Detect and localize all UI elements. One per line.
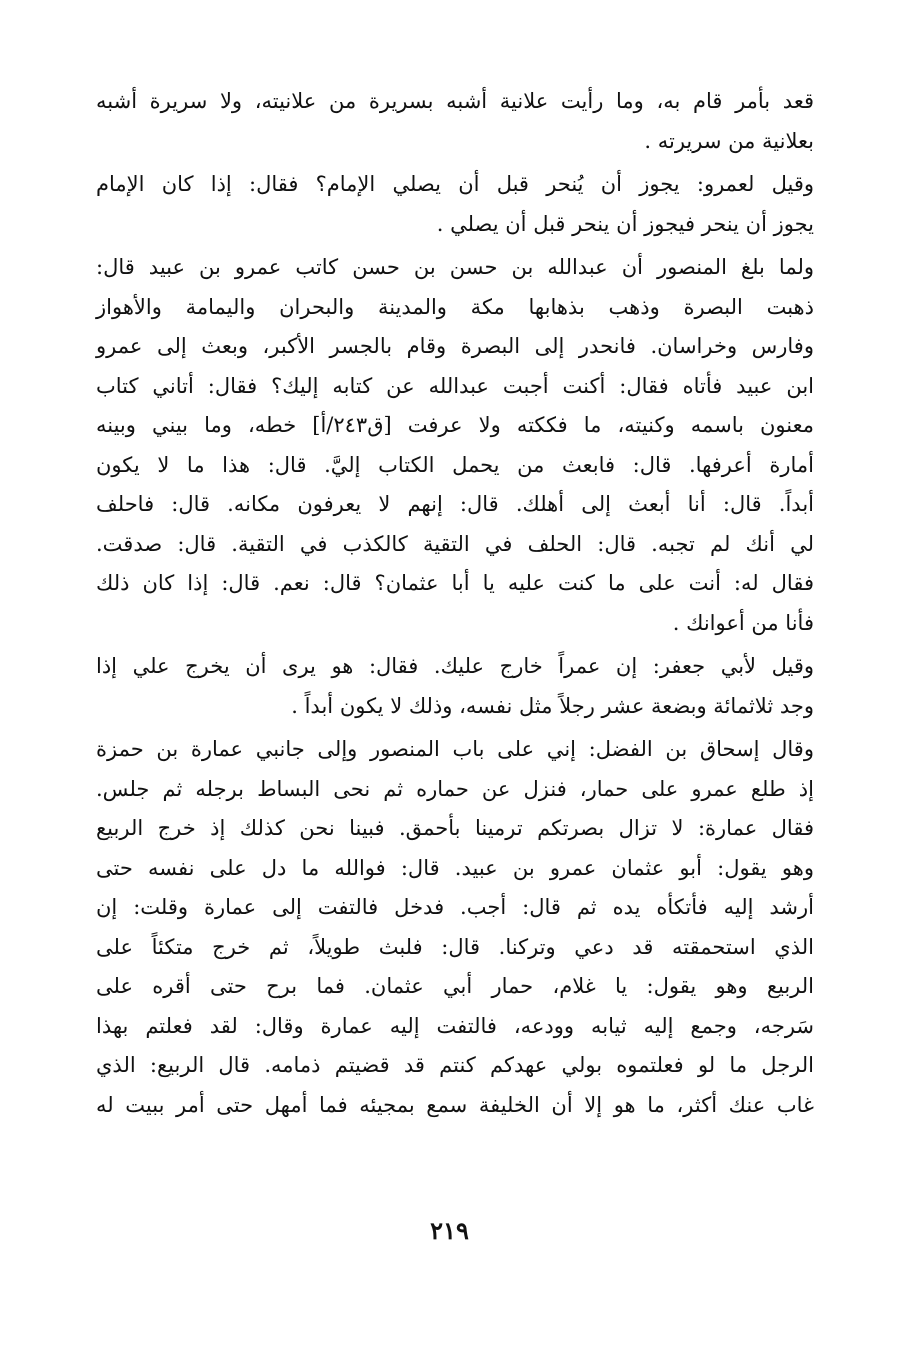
- text-line: غاب عنك أكثر، ما هو إلا أن الخليفة سمع بمجيئه فما أمهل حتى أمر ببيت له: [96, 1092, 814, 1117]
- text-line: سَرجه، وجمع إليه ثيابه وودعه، فالتفت إليه عمارة وقال: لقد فعلتم بهذا: [96, 1013, 814, 1038]
- text-line: يجوز أن ينحر فيجوز أن ينحر قبل أن يصلي .: [436, 211, 814, 236]
- text-line: أبداً. قال: أنا أبعث إلى أهلك. قال: إنهم لا يعرفون مكانه. قال: فاحلف: [96, 492, 814, 516]
- text-line: ابن عبيد فأتاه فقال: أكنت أجبت عبدالله عن كتابه إليك؟ فقال: أتاني كتاب: [96, 373, 814, 398]
- text-line: الذي استحمقته قد دعي وتركنا. قال: فلبث طويلاً، ثم خرج متكئاً على: [96, 934, 814, 959]
- text-line: أمارة أعرفها. قال: فابعث من يحمل الكتاب إليَّ. قال: هذا ما لا يكون: [96, 452, 814, 477]
- text-line: لي أنك لم تجبه. قال: الحلف في التقية كالكذب في التقية. قال: صدقت.: [96, 531, 814, 556]
- text-line: وهو يقول: أبو عثمان عمرو بن عبيد. قال: فوالله ما دل على نفسه حتى: [96, 855, 814, 880]
- text-line: فأنا من أعوانك .: [672, 610, 814, 635]
- paragraph-5: [96, 730, 814, 1125]
- text-line: الربيع وهو يقول: يا غلام، حمار أبي عثمان. فما برح حتى أقره على: [96, 974, 814, 998]
- paragraph-2: [96, 165, 814, 244]
- text-line: ولما بلغ المنصور أن عبدالله بن حسن بن حسن كاتب عمرو بن عبيد قال:: [96, 255, 814, 279]
- paragraph-4: [96, 647, 814, 726]
- paragraph-3: [96, 248, 814, 643]
- text-line: بعلانية من سريرته .: [644, 128, 814, 153]
- text-line: وجد ثلاثمائة وبضعة عشر رجلاً مثل نفسه، وذلك لا يكون أبداً .: [291, 693, 814, 718]
- text-line: أرشد إليه فأتكأه يده ثم قال: أجب. فدخل فالتفت إلى عمارة وقلت: إن: [96, 895, 814, 919]
- text-line: وقال إسحاق بن الفضل: إني على باب المنصور وإلى جانبي عمارة بن حمزة: [96, 737, 814, 761]
- text-line: فقال عمارة: لا تزال بصرتكم ترمينا بأحمق. فبينا نحن كذلك إذ خرج الربيع: [96, 816, 814, 840]
- page-number: ٢١٩: [430, 1216, 469, 1245]
- text-line: الرجل ما لو فعلتموه بولي عهدكم كنتم قد قضيتم ذمامه. قال الربيع: الذي: [96, 1053, 814, 1077]
- page-body: [96, 82, 814, 1129]
- text-line: معنون باسمه وكنيته، ما فككته ولا عرفت [ق٢٤٣/أ] خطه، وما بيني وبينه: [96, 413, 814, 437]
- text-line: إذ طلع عمرو على حمار، فنزل عن حماره ثم نحى البساط برجله ثم جلس.: [96, 776, 814, 801]
- text-line: فقال له: أنت على ما كنت عليه يا أبا عثمان؟ قال: نعم. قال: إذا كان ذلك: [96, 571, 814, 595]
- text-line: وفارس وخراسان. فانحدر إلى البصرة وقام بالجسر الأكبر، وبعث إلى عمرو: [96, 334, 814, 358]
- text-line: وقيل لأبي جعفر: إن عمراً خارج عليك. فقال: هو يرى أن يخرج علي إذا: [96, 654, 814, 678]
- text-line: قعد بأمر قام به، وما رأيت علانية أشبه بسريرة من علانيته، ولا سريرة أشبه: [96, 89, 814, 113]
- text-line: ذهبت البصرة وذهب بذهابها مكة والمدينة والبحران واليمامة والأهواز: [96, 294, 814, 319]
- text-line: وقيل لعمرو: يجوز أن يُنحر قبل أن يصلي الإمام؟ فقال: إذا كان الإمام: [96, 172, 814, 196]
- paragraph-1: [96, 82, 814, 161]
